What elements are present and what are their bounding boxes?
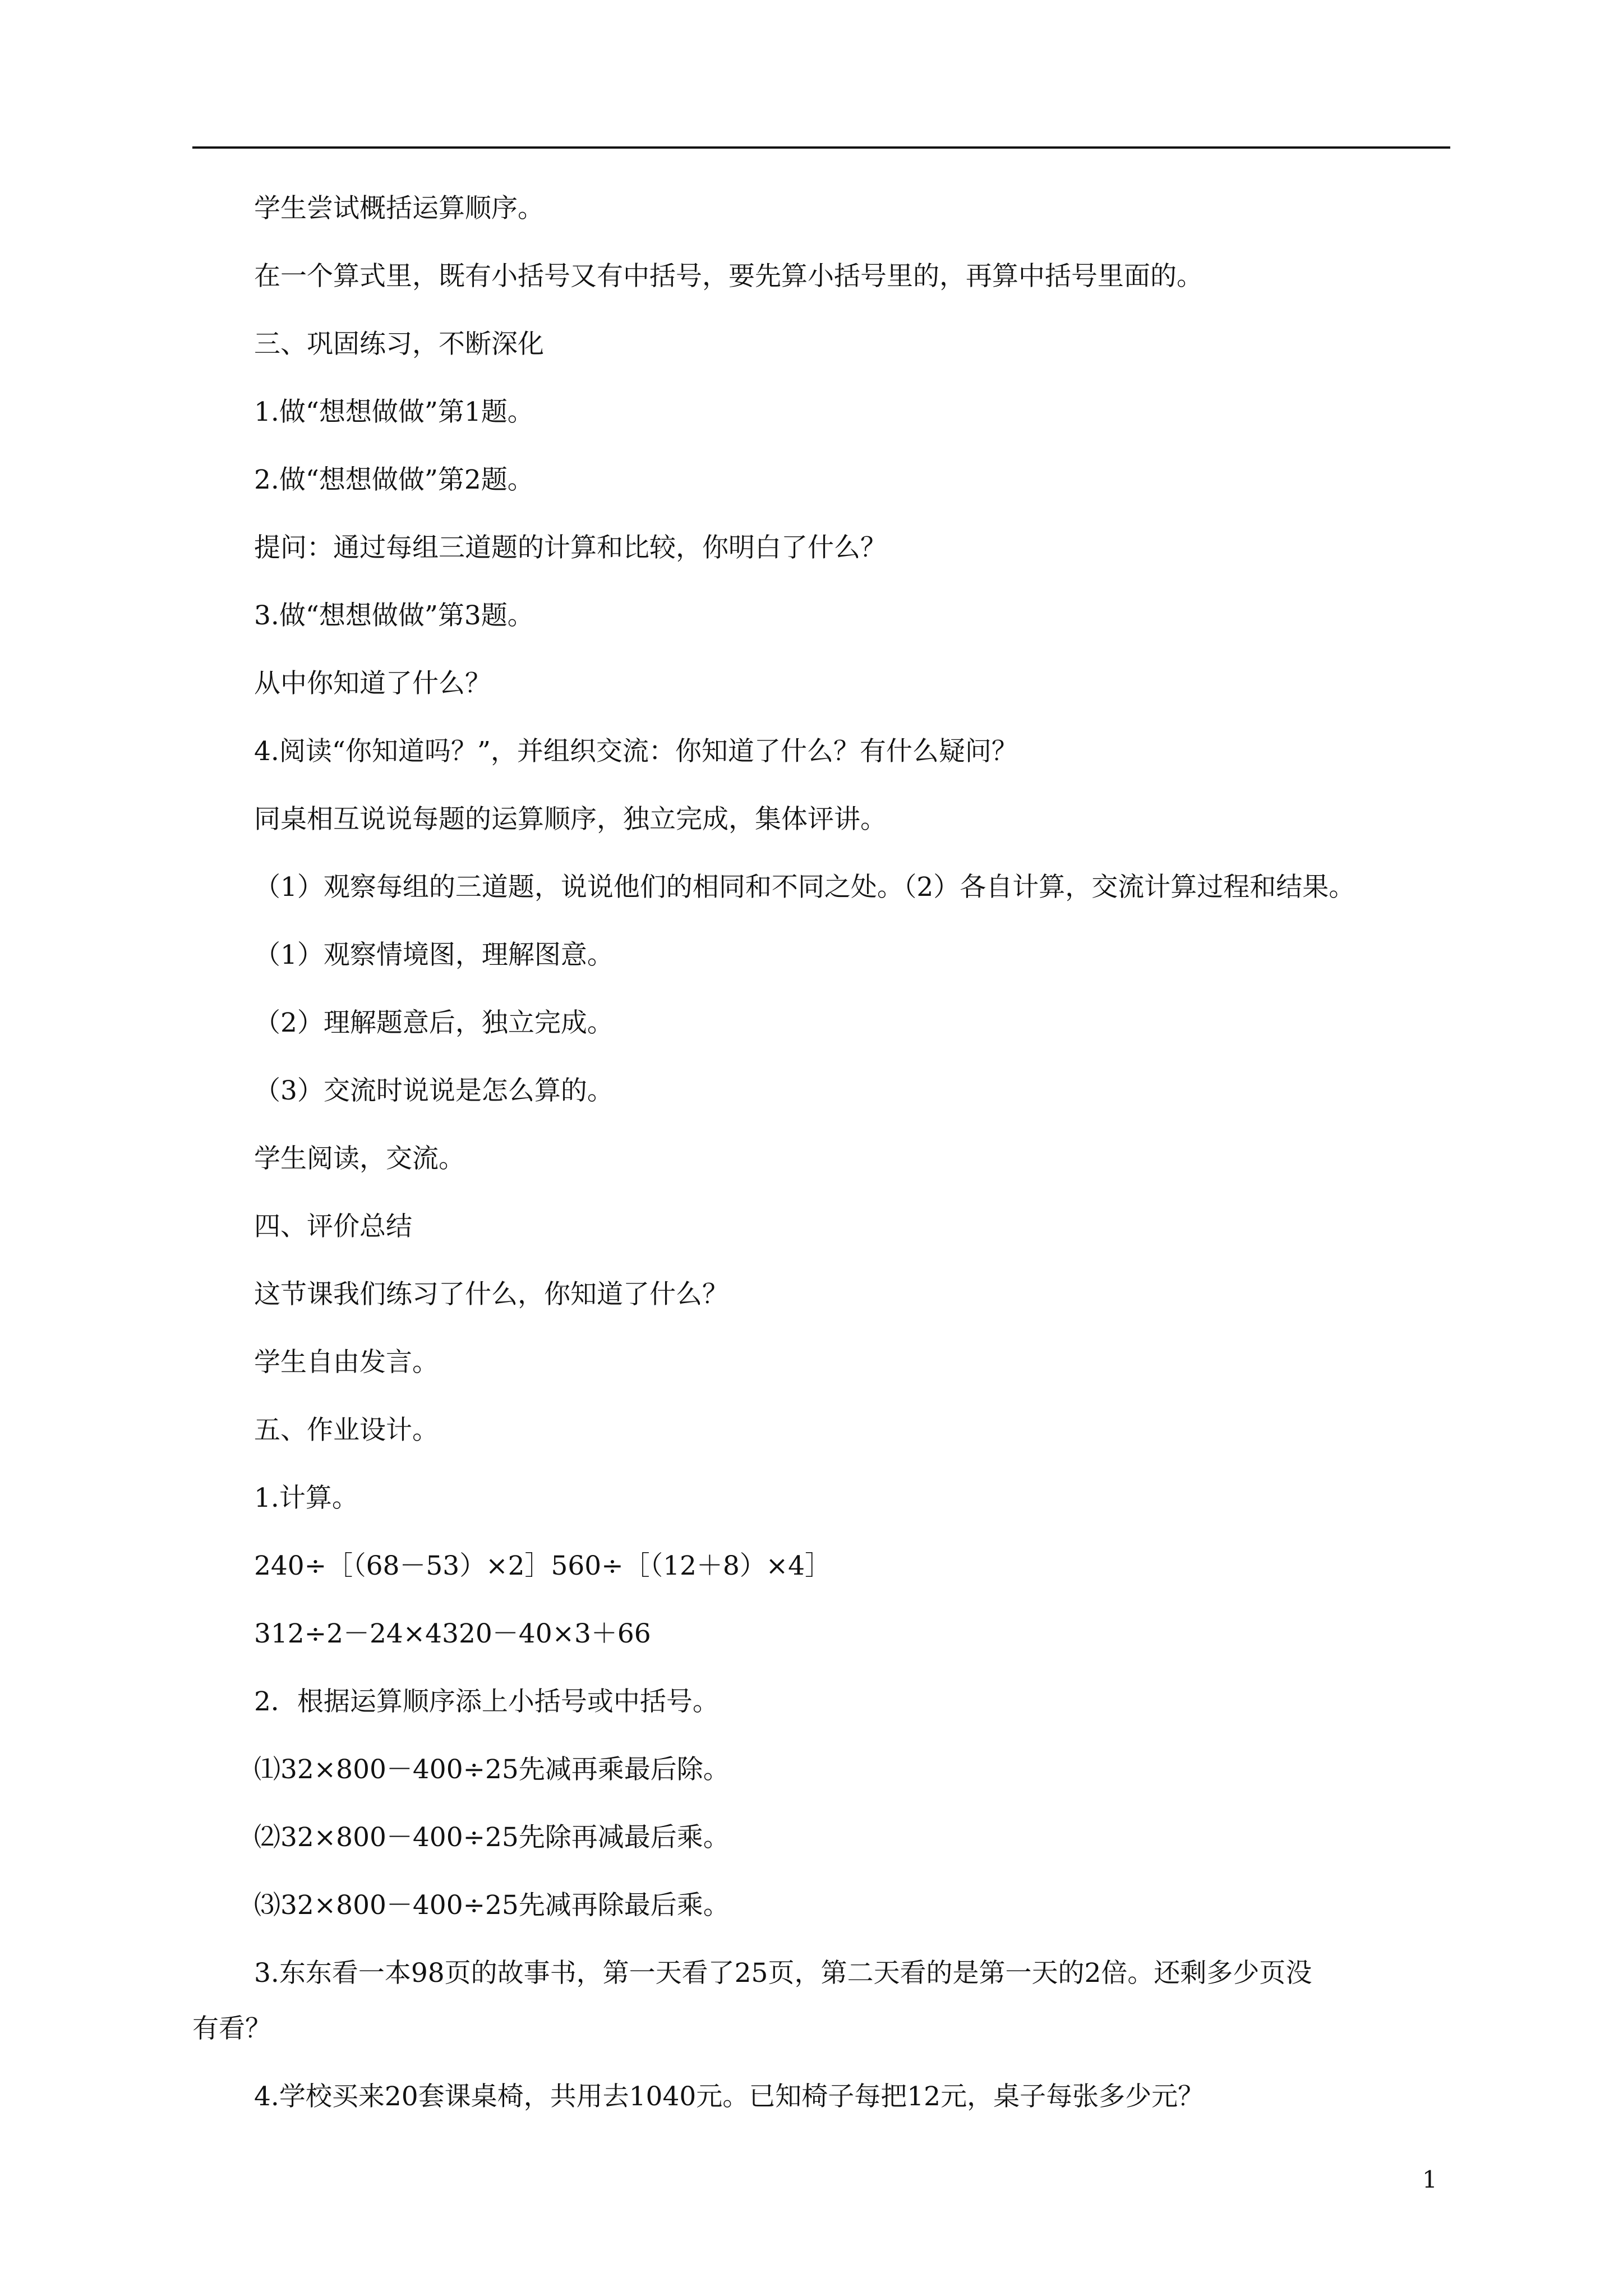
page-number: 1 (1422, 2166, 1437, 2193)
list-item: 3.东东看一本98页的故事书，第一天看了25页，第二天看的是第一天的2倍。还剩多少页没 (254, 1958, 1312, 1989)
header-rule (192, 146, 1450, 149)
paragraph: 学生自由发言。 (254, 1347, 439, 1378)
paragraph: 提问：通过每组三道题的计算和比较，你明白了什么？ (254, 532, 887, 563)
section-heading: 三、巩固练习，不断深化 (254, 329, 544, 360)
paragraph: 在一个算式里，既有小括号又有中括号，要先算小括号里的，再算中括号里面的。 (254, 261, 1203, 292)
list-item: 2.做“想想做做”第2题。 (254, 464, 534, 495)
list-item: 1.做“想想做做”第1题。 (254, 397, 534, 427)
paragraph: 学生尝试概括运算顺序。 (254, 193, 544, 224)
math-expression: 312÷2－24×4320－40×3＋66 (254, 1618, 651, 1649)
paragraph: （2）理解题意后，独立完成。 (254, 1007, 614, 1038)
paragraph: （1）观察每组的三道题，说说他们的相同和不同之处。（2）各自计算，交流计算过程和结果。 (254, 872, 1355, 903)
paragraph: （1）观察情境图，理解图意。 (254, 940, 614, 970)
list-item: ⑵32×800－400÷25先除再减最后乘。 (254, 1822, 730, 1853)
list-item: 4.学校买来20套课桌椅，共用去1040元。已知椅子每把12元，桌子每张多少元？ (254, 2081, 1205, 2112)
document-body (192, 193, 1454, 2151)
paragraph: 同桌相互说说每题的运算顺序，独立完成，集体评讲。 (254, 804, 887, 835)
paragraph: 从中你知道了什么？ (254, 668, 491, 699)
list-item: ⑶32×800－400÷25先减再除最后乘。 (254, 1890, 730, 1921)
section-heading: 五、作业设计。 (254, 1415, 439, 1446)
paragraph: 这节课我们练习了什么，你知道了什么？ (254, 1279, 728, 1310)
list-item: 2．根据运算顺序添上小括号或中括号。 (254, 1686, 719, 1717)
list-item-continuation: 有看？ (192, 2013, 271, 2044)
list-item: 4.阅读“你知道吗？”，并组织交流：你知道了什么？有什么疑问？ (254, 736, 1018, 767)
paragraph: 学生阅读，交流。 (254, 1143, 465, 1174)
section-heading: 四、评价总结 (254, 1211, 412, 1242)
list-item: 1.计算。 (254, 1483, 358, 1513)
list-item: ⑴32×800－400÷25先减再乘最后除。 (254, 1754, 730, 1785)
paragraph: （3）交流时说说是怎么算的。 (254, 1075, 614, 1106)
list-item: 3.做“想想做做”第3题。 (254, 600, 534, 631)
math-expression: 240÷［（68－53）×2］560÷［（12＋8）×4］ (254, 1550, 832, 1581)
